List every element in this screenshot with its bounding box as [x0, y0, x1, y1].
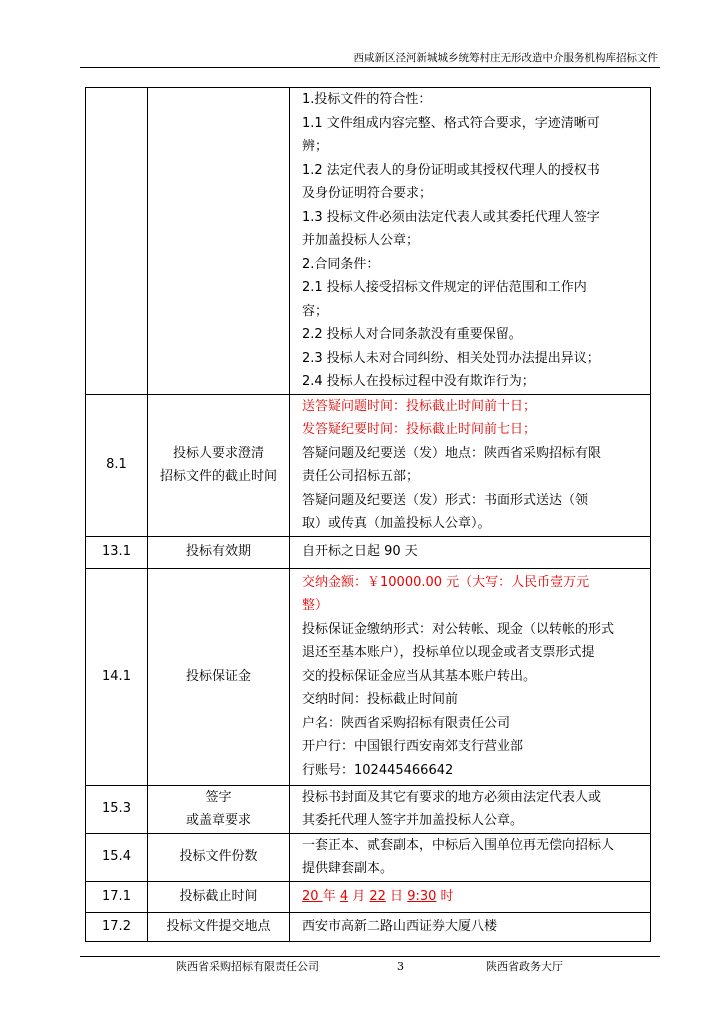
content-line: 2.1 投标人接受招标文件规定的评估范围和工作内 — [302, 280, 587, 295]
content-line: 投标保证金缴纳形式：对公转帐、现金（以转帐的形式 — [302, 621, 615, 637]
row-content — [290, 833, 651, 881]
row-item: 投标有效期 — [148, 536, 290, 568]
footer-left: 陕西省采购招标有限责任公司 — [176, 960, 319, 973]
table-row — [86, 785, 651, 833]
row-item-line: 招标文件的截止时间 — [159, 469, 277, 484]
table-row — [86, 881, 651, 912]
row-item: 投标文件提交地点 — [148, 912, 290, 941]
row-number: 14.1 — [86, 568, 148, 785]
row-item — [148, 394, 290, 536]
content-line: 取）或传真（加盖投标人公章）。 — [302, 516, 491, 531]
document-header: 西咸新区泾河新城城乡统筹村庄无形改造中介服务机构库招标文件 — [353, 52, 658, 64]
row-content — [290, 568, 651, 785]
row-item: 投标保证金 — [148, 568, 290, 785]
deadline-value — [290, 881, 651, 912]
table-row — [86, 833, 651, 881]
content-line: 2.4 投标人在投标过程中没有欺诈行为； — [302, 374, 535, 389]
footer-divider — [80, 956, 660, 957]
content-line: 1.1 文件组成内容完整、格式符合要求，字迹清晰可 — [302, 115, 600, 131]
content-line: 责任公司招标五部； — [302, 469, 420, 484]
row-number: 17.1 — [86, 881, 148, 912]
deadline-time-label: 时 — [436, 888, 454, 904]
content-line: 开户行：中国银行西安南郊支行营业部 — [302, 739, 524, 755]
page-number: 3 — [397, 960, 404, 973]
content-line: 并加盖投标人公章； — [302, 233, 420, 248]
content-line: 交的投标保证金应当从其基本账户转出。 — [302, 668, 537, 684]
row-number: 13.1 — [86, 536, 148, 568]
row-item-line: 投标人要求澄清 — [172, 445, 264, 461]
content-line: 2.合同条件： — [302, 256, 380, 272]
content-line: 1.2 法定代表人的身份证明或其授权代理人的授权书 — [302, 162, 600, 178]
content-line: 退还至基本账户），投标单位以现金或者支票形式提 — [302, 645, 595, 661]
content-line: 其委托代理人签字并加盖投标人公章。 — [302, 813, 524, 828]
row-item — [148, 785, 290, 833]
content-line: 容； — [302, 303, 329, 319]
content-line: 1.投标文件的符合性： — [302, 92, 432, 107]
header-divider — [80, 67, 660, 68]
row-content — [290, 785, 651, 833]
highlight-line: 送答疑问题时间：投标截止时间前十日； — [302, 398, 537, 414]
deadline-month: 4 — [339, 888, 349, 904]
deadline-month-label: 月 — [348, 888, 370, 904]
content-line: 及身份证明符合要求； — [302, 186, 433, 201]
row-item: 投标截止时间 — [148, 881, 290, 912]
table-row — [86, 394, 651, 536]
row-content — [290, 88, 651, 395]
row-content — [290, 394, 651, 536]
row-number: 8.1 — [86, 394, 148, 536]
row-content: 自开标之日起 90 天 — [290, 536, 651, 568]
table-row — [86, 568, 651, 785]
deadline-day: 22 — [369, 888, 386, 904]
row-item-line: 或盖章要求 — [185, 813, 251, 828]
row-number: 15.4 — [86, 833, 148, 881]
highlight-line: 交纳金额：￥10000.00 元（大写：人民币壹万元 — [302, 574, 590, 590]
content-line: 答疑问题及纪要送（发）地点：陕西省采购招标有限 — [302, 445, 602, 461]
deadline-year-label: 年 — [322, 888, 340, 904]
content-line: 投标书封面及其它有要求的地方必须由法定代表人或 — [302, 789, 602, 805]
content-line: 答疑问题及纪要送（发）形式：书面形式送达（领 — [302, 492, 589, 508]
content-line: 辨； — [302, 139, 329, 154]
table-row — [86, 536, 651, 568]
row-number: 15.3 — [86, 785, 148, 833]
content-line: 交纳时间：投标截止时间前 — [302, 692, 459, 708]
highlight-line: 整） — [302, 598, 329, 614]
row-item-line: 签字 — [205, 789, 232, 805]
content-line: 行账号：102445466642 — [302, 762, 454, 778]
content-line: 1.3 投标文件必须由法定代表人或其委托代理人签字 — [302, 209, 600, 225]
deadline-year: 20 — [302, 888, 323, 904]
content-line: 提供肆套副本。 — [302, 861, 394, 876]
row-item: 投标文件份数 — [148, 833, 290, 881]
table-row — [86, 912, 651, 941]
table-row — [86, 88, 651, 395]
row-number: 17.2 — [86, 912, 148, 941]
content-line: 一套正本、贰套副本，中标后入围单位再无偿向招标人 — [302, 837, 615, 853]
row-content: 西安市高新二路山西证券大厦八楼 — [290, 912, 651, 941]
deadline-day-label: 日 — [385, 888, 408, 904]
row-item — [148, 88, 290, 395]
content-line: 2.3 投标人未对合同纠纷、相关处罚办法提出异议； — [302, 350, 600, 366]
deadline-time: 9:30 — [407, 888, 437, 904]
content-line: 2.2 投标人对合同条款没有重要保留。 — [302, 327, 522, 342]
highlight-line: 发答疑纪要时间：投标截止时间前七日； — [302, 422, 537, 437]
content-line: 户名：陕西省采购招标有限责任公司 — [302, 715, 511, 731]
footer-right: 陕西省政务大厅 — [486, 960, 563, 973]
bid-info-table — [85, 87, 651, 942]
row-number — [86, 88, 148, 395]
